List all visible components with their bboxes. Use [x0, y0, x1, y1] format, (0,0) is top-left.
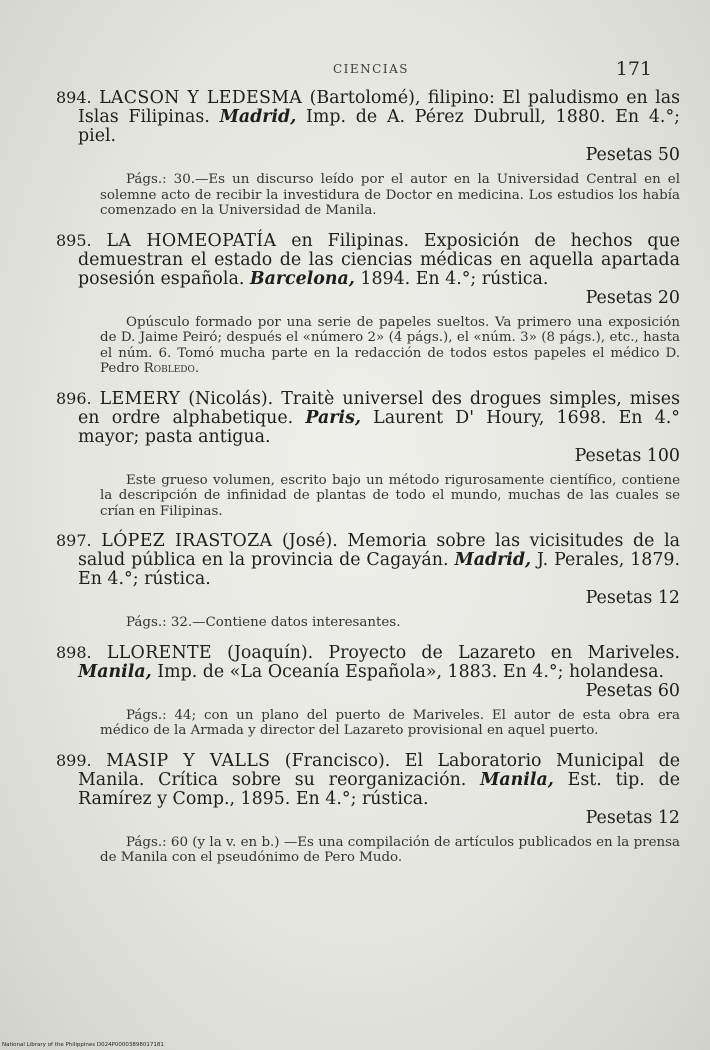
catalog-entry — [56, 751, 680, 866]
entry-author: LÓPEZ IRASTOZA — [101, 531, 273, 551]
catalog-entry — [56, 389, 680, 520]
running-title: CIENCIAS — [333, 62, 409, 76]
catalog-entry — [56, 643, 680, 739]
entry-note — [100, 172, 680, 219]
entry-title: (Nicolás). Traitè universel des drogues simples, mises en ordre alphabetique. — [78, 388, 680, 428]
scan-credit: National Library of the Philippines D024P00003898017181 — [2, 1042, 164, 1048]
entry-note-text: Págs.: 30.—Es un discurso leído por el autor en la Universidad Central en el solemne acto de recibir la investidura de Doctor en medicina. Los estudios los había comenzado en la Universidad de Manila. — [100, 172, 680, 218]
catalog-entry — [56, 531, 680, 631]
entry-title: (Bartolomé), filipino: El paludismo en las Islas Filipinas. — [78, 88, 680, 127]
entry-title: (Francisco). El Laboratorio Municipal de Manila. Crítica sobre su reorganización. — [78, 750, 681, 790]
entry-note-text: Págs.: 32.—Contiene datos interesantes. — [126, 615, 401, 630]
entry-imprint: Imp. de A. Pérez Dubrull, 1880. En 4.°; piel. — [78, 107, 680, 146]
entry-author: LACSON Y LEDESMA — [99, 88, 303, 108]
entry-title: (José). Memoria sobre las vicisitudes de la salud pública en la provincia de Cagayán. — [78, 531, 681, 570]
entry-author: LLORENTE — [106, 642, 212, 663]
entry-title: (Joaquín). Proyecto de Lazareto en Mariveles. — [227, 642, 681, 663]
entry-note-text: Págs.: 60 (y la v. en b.) —Es una compilación de artículos publicados en la prensa de Manila con el pseudónimo de Pero Mudo. — [100, 834, 680, 865]
catalog-entry — [56, 231, 680, 377]
entry-city: Madrid, — [454, 550, 532, 570]
entry-price: Pesetas 12 — [585, 807, 680, 828]
entry-imprint: Est. tip. de Ramírez y Comp., 1895. En 4.°; rústica. — [78, 769, 680, 809]
entry-citation — [56, 643, 680, 701]
entry-note-text: Este grueso volumen, escrito bajo un método rigurosamente científico, contiene la descripción de infinidad de plantas de todo el mundo, muchas de las cuales se crían en Filipinas. — [100, 472, 680, 519]
entry-imprint: 1894. En 4.°; rústica. — [360, 268, 549, 289]
entry-author: MASIP Y VALLS — [106, 750, 271, 771]
page-number: 171 — [615, 58, 652, 80]
entry-citation — [56, 751, 680, 828]
entry-imprint: Imp. de «La Oceanía Española», 1883. En 4.°; holandesa. — [157, 661, 665, 682]
entry-note-text: Págs.: 44; con un plano del puerto de Mariveles. El autor de esta obra era médico de la Armada y director del Lazareto provisional en aquel puerto. — [100, 707, 680, 738]
entry-price: Pesetas 100 — [574, 445, 680, 466]
entry-city: Barcelona, — [249, 268, 355, 289]
entry-number: 896. — [56, 388, 92, 408]
catalog-entries — [56, 88, 680, 878]
entry-note-text: Opúsculo formado por una serie de papeles sueltos. Va primero una exposición de D. Jaime Peiró; después el «número 2» (4 págs.), el «núm. 3» (8 págs.), etc., hasta el núm. 6. Tomó mucha parte en la redacción de todos estos papeles el médico D. Pedro — [100, 314, 680, 376]
entry-number: 897. — [56, 531, 92, 550]
entry-city: Manila, — [78, 661, 152, 682]
entry-citation — [56, 531, 680, 608]
entry-citation — [56, 389, 680, 466]
entry-imprint: J. Perales, 1879. En 4.°; rústica. — [78, 550, 680, 589]
entry-price: Pesetas 12 — [585, 588, 680, 608]
entry-price: Pesetas 50 — [585, 145, 680, 165]
entry-note — [100, 473, 680, 520]
entry-citation — [56, 88, 680, 165]
entry-city: Madrid, — [219, 107, 297, 127]
catalog-entry — [56, 88, 680, 219]
entry-title: en Filipinas. Exposición de hechos que demuestran el estado de las ciencias médicas en aquella apartada posesión española. — [78, 230, 681, 289]
entry-imprint: Laurent D' Houry, 1698. En 4.° mayor; pasta antigua. — [78, 407, 681, 447]
entry-citation — [56, 231, 680, 308]
entry-note-smallcaps: Robledo. — [143, 361, 200, 376]
entry-number: 899. — [56, 750, 92, 770]
entry-number: 895. — [56, 230, 92, 250]
entry-author: LA HOMEOPATÍA — [106, 230, 277, 251]
entry-note — [100, 708, 680, 739]
entry-price: Pesetas 60 — [585, 680, 680, 701]
entry-note — [100, 315, 680, 377]
page-header — [90, 58, 652, 84]
entry-city: Paris, — [305, 407, 361, 428]
entry-note — [100, 835, 680, 866]
entry-author: LEMERY — [99, 388, 181, 409]
entry-number: 894. — [56, 88, 92, 107]
entry-note — [100, 615, 680, 631]
entry-number: 898. — [56, 642, 92, 662]
entry-price: Pesetas 20 — [585, 287, 680, 308]
entry-city: Manila, — [480, 769, 554, 790]
